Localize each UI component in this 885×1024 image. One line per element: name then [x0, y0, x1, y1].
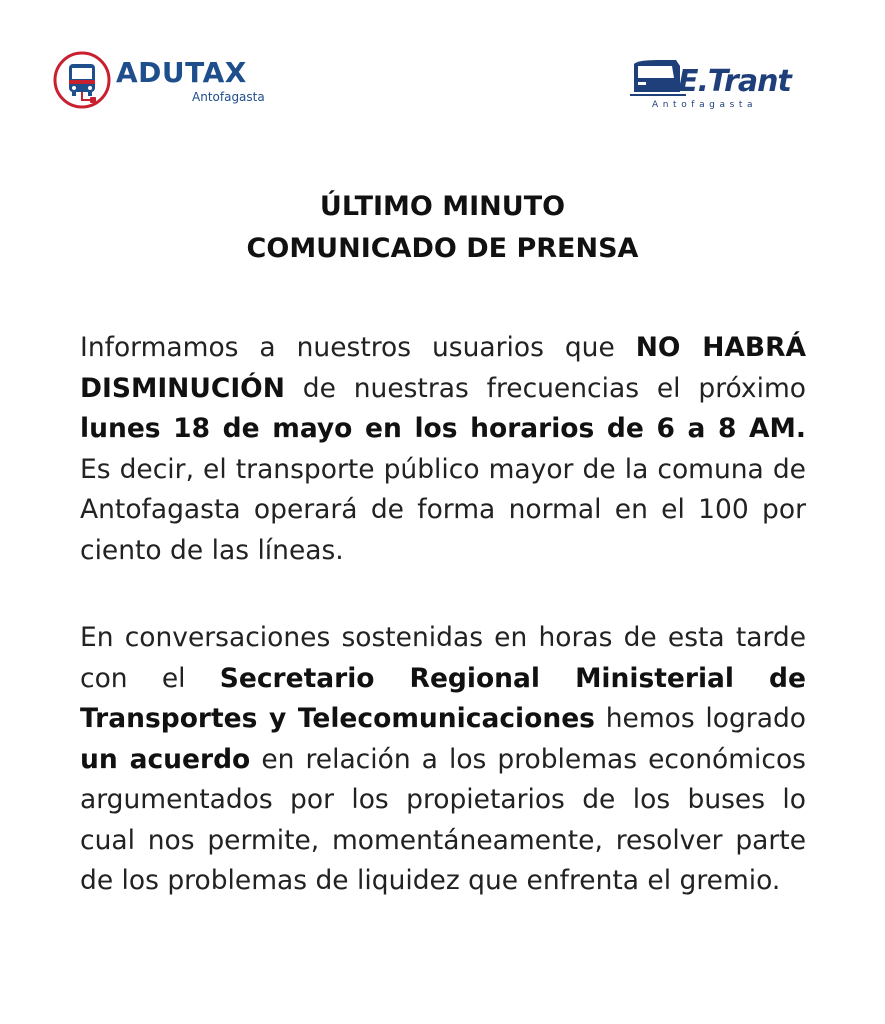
paragraph-1-text-2: de nuestras frecuencias el próximo	[284, 372, 806, 404]
paragraph-2-bold-1: Secretario Regional Ministerial de Transportes y Telecomunicaciones	[80, 662, 806, 734]
paragraph-1	[80, 328, 806, 571]
etrant-logo-city: Antofagasta	[652, 100, 758, 110]
paragraph-1-text-3: Es decir, el transporte público mayor de la comuna de Antofagasta operará de forma normal en el 100 por ciento de las líneas.	[80, 453, 806, 566]
paragraph-2-text-3: en relación a los problemas económicos argumentados por los propietarios de los buses lo cual nos permite, momentáneamente, resolver parte de los problemas de liquidez que enfrenta el gremio.	[80, 743, 806, 896]
adutax-logo-city: Antofagasta	[192, 90, 265, 104]
press-release-heading	[0, 186, 885, 270]
etrant-logo-name: E.Trant	[678, 64, 791, 99]
paragraph-2-text-2: hemos logrado	[594, 703, 806, 734]
paragraph-2	[80, 618, 806, 902]
adutax-logo-name: ADUTAX	[116, 56, 247, 89]
adutax-logo	[52, 50, 272, 112]
paragraph-2-bold-2: un acuerdo	[80, 743, 251, 775]
etrant-logo	[628, 58, 798, 114]
paragraph-1-bold-1: NO HABRÁ DISMINUCIÓN	[80, 332, 806, 404]
paragraph-1-bold-2: lunes 18 de mayo en los horarios de 6 a 8 AM.	[80, 413, 806, 444]
bus-plug-icon	[52, 50, 112, 110]
paragraph-1-text-1: Informamos a nuestros usuarios que	[80, 332, 636, 363]
heading-line-1: ÚLTIMO MINUTO	[319, 191, 566, 222]
heading-line-2: COMUNICADO DE PRENSA	[246, 233, 639, 264]
paragraph-2-text-1: En conversaciones sostenidas en horas de esta tarde con el	[80, 622, 806, 694]
